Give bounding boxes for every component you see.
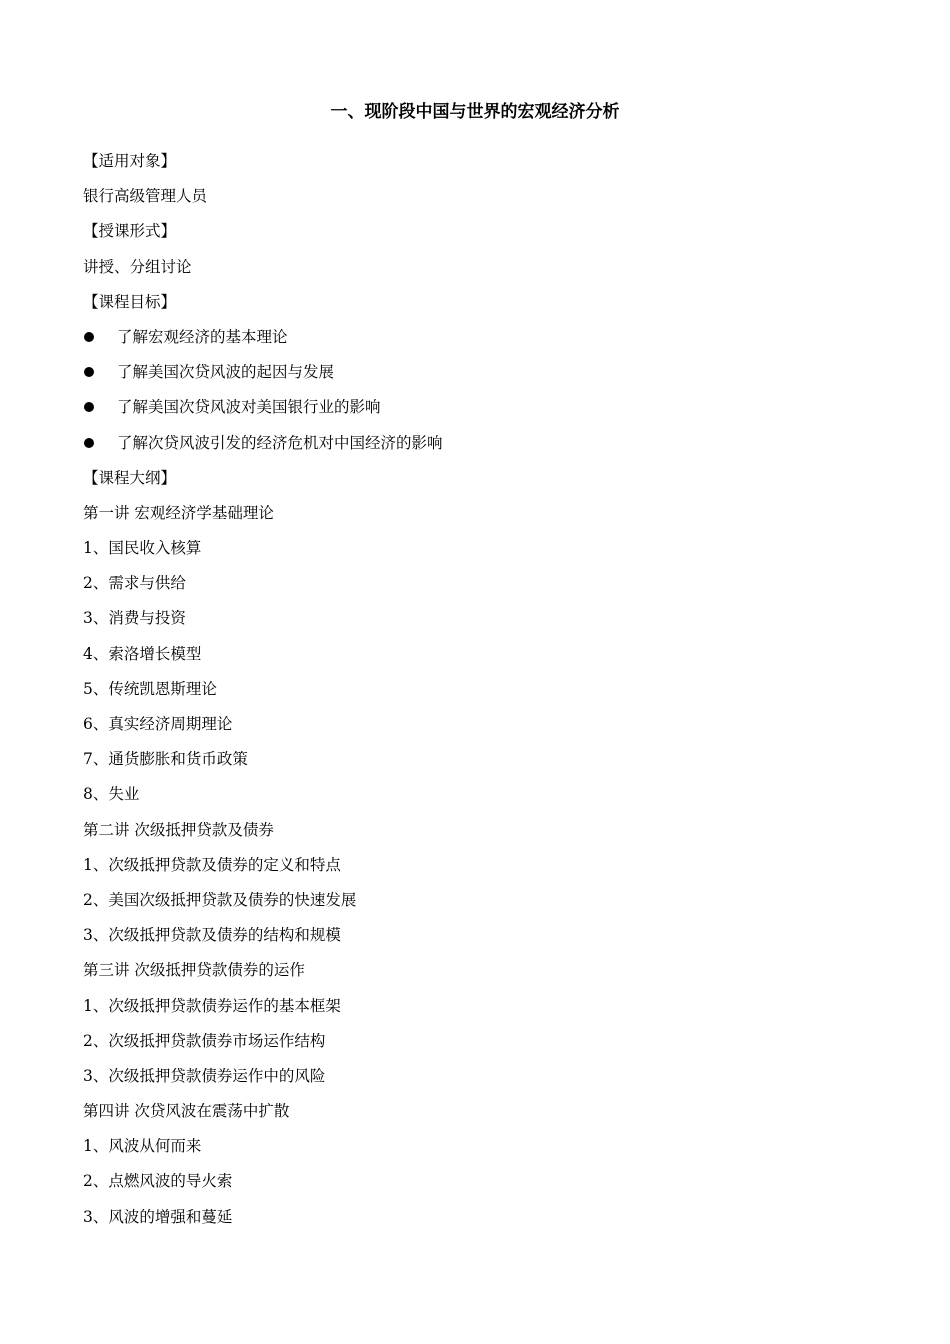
bullet-icon: [84, 332, 94, 342]
lecture-item: 6、真实经济周期理论: [83, 715, 233, 733]
goal-text: 了解美国次贷风波的起因与发展: [117, 363, 335, 382]
lecture-item: 7、通货膨胀和货币政策: [83, 750, 248, 769]
format-heading: 【授课形式】: [83, 222, 177, 241]
lecture-title: 第一讲 宏观经济学基础理论: [83, 503, 274, 522]
audience-text: 银行高级管理人员: [83, 187, 208, 206]
lecture-item: 8、失业: [83, 785, 140, 804]
lecture-item: 2、次级抵押贷款债券市场运作结构: [83, 1031, 326, 1050]
lecture-item: 1、风波从何而来: [83, 1137, 202, 1156]
document-title: 一、现阶段中国与世界的宏观经济分析: [330, 102, 620, 122]
lecture-item: 5、传统凯恩斯理论: [83, 679, 217, 698]
lecture-title: 第三讲 次级抵押贷款债券的运作: [83, 961, 305, 980]
audience-heading: 【适用对象】: [83, 152, 177, 170]
goal-text: 了解美国次贷风波对美国银行业的影响: [117, 398, 381, 417]
lecture-item: 3、风波的增强和蔓延: [83, 1207, 233, 1226]
lecture-item: 4、索洛增长模型: [83, 644, 202, 663]
goals-heading: 【课程目标】: [83, 292, 177, 311]
document-body: [83, 148, 883, 1239]
goal-item: [83, 324, 883, 359]
lecture-item: 2、需求与供给: [83, 574, 186, 593]
bullet-icon: [84, 367, 94, 377]
lecture-item: 2、美国次级抵押贷款及债券的快速发展: [83, 890, 357, 909]
goal-item: [83, 359, 883, 394]
lecture-item: 3、次级抵押贷款及债券的结构和规模: [83, 926, 341, 945]
lecture-3: [83, 957, 883, 1098]
bullet-icon: [84, 402, 94, 412]
lecture-title: 第四讲 次贷风波在震荡中扩散: [83, 1102, 290, 1121]
format-text: 讲授、分组讨论: [83, 257, 192, 276]
goal-text: 了解次贷风波引发的经济危机对中国经济的影响: [117, 433, 443, 452]
bullet-icon: [84, 438, 94, 448]
goal-text: 了解宏观经济的基本理论: [117, 327, 288, 346]
goal-item: [83, 430, 883, 465]
lecture-item: 1、国民收入核算: [83, 539, 202, 558]
lecture-item: 1、次级抵押贷款债券运作的基本框架: [83, 996, 341, 1015]
goals-list: [83, 324, 883, 465]
outline-heading: 【课程大纲】: [83, 468, 177, 487]
goal-item: [83, 394, 883, 429]
lecture-4: [83, 1098, 883, 1239]
lecture-1: [83, 500, 883, 817]
lecture-item: 1、次级抵押贷款及债券的定义和特点: [83, 855, 341, 874]
lecture-item: 2、点燃风波的导火索: [83, 1172, 233, 1191]
lecture-title: 第二讲 次级抵押贷款及债券: [83, 820, 274, 839]
lecture-item: 3、次级抵押贷款债券运作中的风险: [83, 1066, 326, 1085]
lecture-2: [83, 817, 883, 958]
lecture-item: 3、消费与投资: [83, 609, 186, 628]
